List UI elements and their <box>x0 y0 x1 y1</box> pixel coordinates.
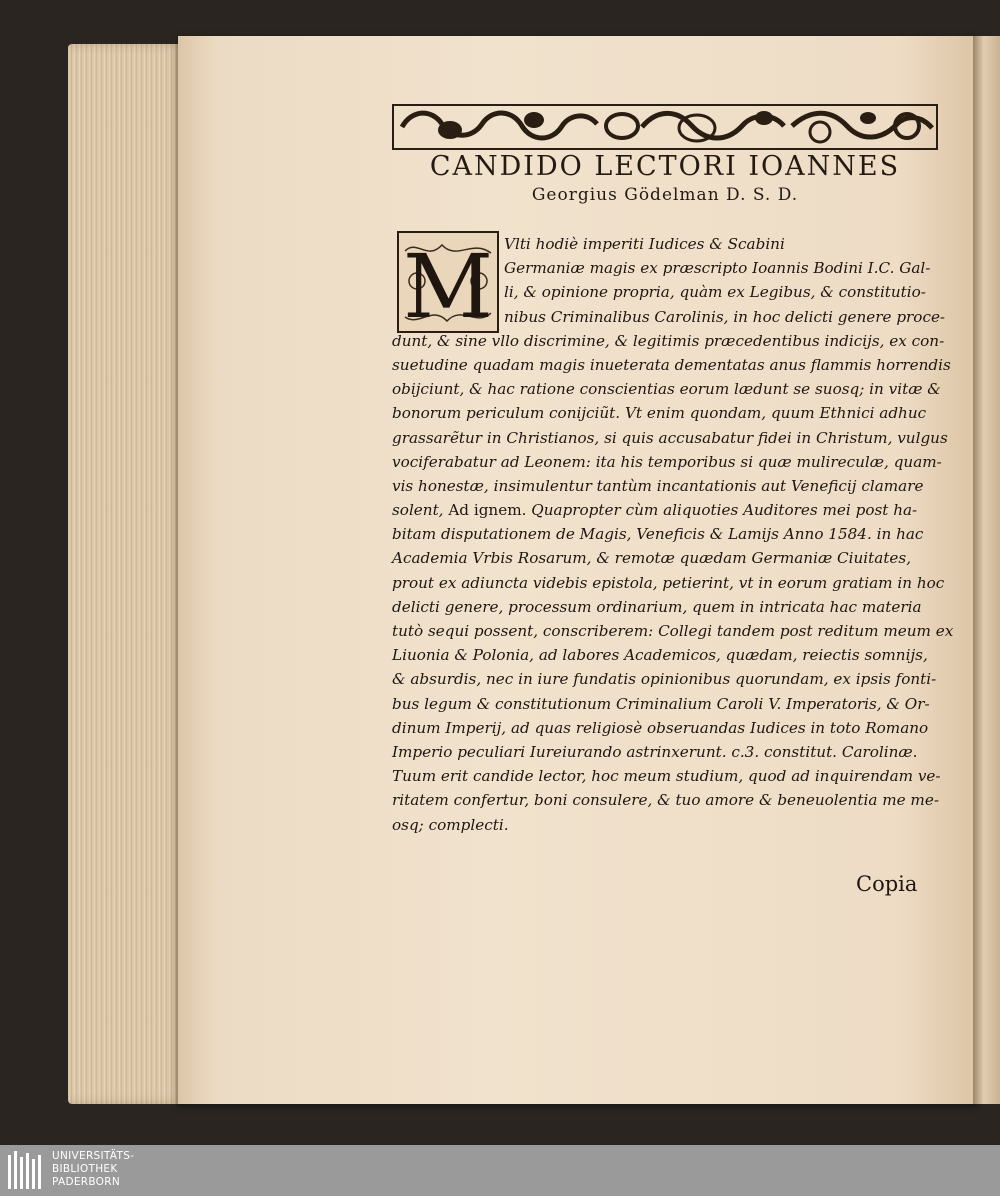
library-name-line2: BIBLIOTHEK <box>52 1163 118 1175</box>
text-line: obijciunt, & hac ratione conscientias eorum lædunt se suosq; in vitæ & <box>392 380 941 399</box>
text-line: vociferabatur ad Leonem: ita his temporibus si quæ mulireculæ, quam- <box>392 452 942 471</box>
woodcut-ornament-band <box>392 104 938 150</box>
heading-author: Georgius Gödelman D. S. D. <box>531 185 799 205</box>
text-line: Academia Vrbis Rosarum, & remotæ quædam Germaniæ Ciuitates, <box>392 549 912 568</box>
text-line: solent, Ad ignem. Quapropter cùm aliquoties Auditores mei post ha- <box>392 501 918 520</box>
library-footer-bar <box>0 1145 1000 1196</box>
library-name-line3: PADERBORN <box>52 1176 120 1188</box>
text-line: suetudine quadam magis inueterata dementatas anus flammis horrendis <box>392 355 951 374</box>
upright-phrase: Ad ignem. <box>448 501 527 520</box>
text-line: Tuum erit candide lector, hoc meum studium, quod ad inquirendam ve- <box>392 767 941 786</box>
text-line: Vlti hodiè imperiti Iudices & Scabini <box>504 235 785 253</box>
text-line: bus legum & constitutionum Criminalium Caroli V. Imperatoris, & Or- <box>392 694 930 713</box>
text-line: nibus Criminalibus Carolinis, in hoc delicti genere proce- <box>504 307 946 326</box>
text-line: osq; complecti. <box>392 815 509 834</box>
text-line: grassarẽtur in Christianos, si quis accusabatur fidei in Christum, vulgus <box>392 428 948 447</box>
library-logo-icon <box>6 1149 46 1193</box>
page-edges <box>68 44 183 1104</box>
text-line: li, & opinione propria, quàm ex Legibus, & constitutio- <box>504 283 926 302</box>
text-line: & absurdis, nec in iure fundatis opinionibus quorundam, ex ipsis fonti- <box>392 670 937 689</box>
text-line: Liuonia & Polonia, ad labores Academicos, quædam, reiectis somnijs, <box>392 646 928 665</box>
text-line: dunt, & sine vllo discrimine, & legitimis præcedentibus indicijs, ex con- <box>392 331 945 350</box>
text-line: ritatem confertur, boni consulere, & tuo amore & beneuolentia me me- <box>392 791 939 810</box>
page-heading <box>392 150 938 206</box>
text-line: prout ex adiuncta videbis epistola, petierint, vt in eorum gratiam in hoc <box>392 573 945 592</box>
initial-letter: M <box>402 235 494 333</box>
text-line: delicti genere, processum ordinarium, quem in intricata hac materia <box>392 597 922 616</box>
text-line: bonorum periculum conijciũt. Vt enim quondam, quum Ethnici adhuc <box>392 404 927 423</box>
text-line: Germaniæ magis ex præscripto Ioannis Bodini I.C. Gal- <box>504 259 931 278</box>
next-page-edge <box>973 36 1000 1104</box>
text-line: Imperio peculiari Iureiurando astrinxerunt. c.3. constitut. Carolinæ. <box>392 742 918 761</box>
heading-title: CANDIDO LECTORI IOANNES <box>429 151 901 182</box>
text-line: bitam disputationem de Magis, Veneficis & Lamijs Anno 1584. in hac <box>392 525 924 544</box>
text-line: dinum Imperij, ad quas religiosè obseruandas Iudices in toto Romano <box>392 718 929 737</box>
text-line: vis honestæ, insimulentur tantùm incantationis aut Veneficij clamare <box>392 476 924 495</box>
text-line: tutò sequi possent, conscriberem: Collegi tandem post reditum meum ex <box>392 622 954 640</box>
catchword: Copia <box>856 872 918 896</box>
body-text <box>392 232 954 837</box>
library-name-line1: UNIVERSITÄTS- <box>52 1150 135 1162</box>
library-name <box>52 1150 134 1189</box>
